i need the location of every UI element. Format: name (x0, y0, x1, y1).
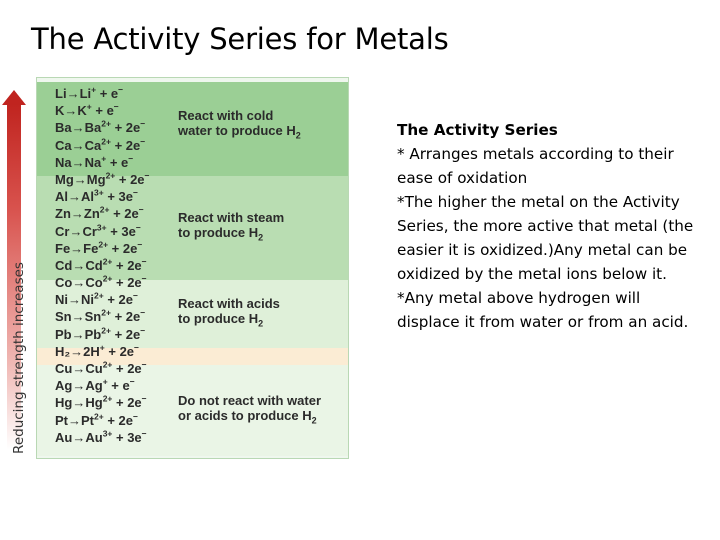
reaction-left: Ag (55, 378, 73, 394)
reaction-right: Pb (84, 326, 102, 342)
reaction-e-sup: − (141, 428, 147, 439)
reaction-right: Al (81, 189, 94, 205)
reaction-left: Co (55, 275, 73, 291)
reaction-left: Li (55, 86, 67, 101)
reaction-charge: 2+ (99, 204, 110, 215)
reaction-arrow: → (64, 103, 78, 119)
reaction-row (55, 291, 150, 308)
reaction-right: Co (85, 275, 103, 291)
activity-series-table (36, 77, 349, 459)
group-label-acids: React with acids to produce $H_2$ (178, 296, 280, 329)
reaction-arrow: → (72, 361, 86, 376)
reaction-charge: + (99, 342, 105, 353)
reaction-electrons: + e (91, 103, 114, 119)
reaction-charge: 2+ (98, 239, 109, 250)
reaction-left: Pt (55, 412, 68, 428)
reaction-e-sup: − (129, 376, 135, 387)
reaction-electrons: + 3e (103, 189, 133, 205)
reaction-left: Zn (55, 206, 71, 222)
reaction-right: Fe (83, 240, 99, 256)
reaction-row (55, 240, 150, 257)
reaction-electrons: + e (96, 86, 119, 101)
reaction-charge: + (101, 153, 107, 164)
reaction-electrons: + 2e (110, 120, 141, 136)
reaction-charge: + (102, 376, 108, 387)
reaction-row (55, 326, 150, 343)
reaction-list (55, 85, 150, 446)
reaction-right: Pt (81, 412, 94, 428)
reaction-arrow: → (71, 120, 85, 136)
reaction-electrons: + 2e (112, 395, 142, 411)
reaction-charge: 2+ (102, 394, 113, 405)
reaction-electrons: + 2e (110, 137, 141, 153)
reaction-arrow: → (72, 257, 86, 273)
reaction-arrow: → (66, 86, 80, 101)
reaction-row (55, 394, 150, 411)
reaction-e-sup: − (132, 187, 138, 198)
reaction-arrow: → (70, 206, 84, 222)
reaction-row (55, 308, 150, 325)
reaction-electrons: + 2e (104, 343, 135, 359)
reaction-arrow: → (72, 378, 86, 394)
reaction-e-sup: − (137, 239, 143, 250)
reaction-arrow: → (72, 429, 86, 445)
reaction-e-sup: − (134, 342, 140, 353)
reaction-e-sup: − (140, 325, 146, 336)
reaction-electrons: + 3e (112, 429, 142, 445)
arrow-up-icon (2, 90, 26, 105)
reaction-left: Cr (55, 223, 70, 239)
description-line: *The higher the metal on the Activity Series, the more active that metal (the easier it is oxidized.)Any metal can be oxidized by the metal ions below it. (397, 193, 694, 283)
description-line: *Any metal above hydrogen will displace it from water or from an acid. (397, 289, 689, 331)
reaction-left: Ca (55, 137, 72, 153)
reaction-left: K (55, 103, 65, 119)
reducing-strength-arrow (4, 90, 27, 454)
reaction-arrow: → (71, 154, 85, 170)
reaction-left: Ba (55, 120, 72, 136)
reaction-electrons: + 2e (112, 275, 142, 291)
reaction-e-sup: − (113, 101, 119, 112)
reaction-arrow: → (68, 189, 81, 205)
reaction-electrons: + 2e (103, 292, 133, 308)
reaction-right: Au (85, 429, 103, 445)
reaction-e-sup: − (138, 204, 144, 215)
reaction-charge: 2+ (101, 119, 111, 130)
reaction-arrow: → (70, 343, 84, 359)
reaction-left: Fe (55, 240, 71, 256)
reaction-row (55, 188, 150, 205)
reaction-arrow: → (71, 309, 85, 325)
reaction-row (55, 429, 150, 446)
reaction-charge: 2+ (102, 273, 113, 284)
reaction-e-sup: − (132, 411, 138, 422)
reaction-arrow: → (71, 137, 85, 153)
reaction-charge: + (91, 84, 97, 95)
reaction-row (55, 119, 150, 136)
reaction-electrons: + 2e (110, 326, 141, 342)
reaction-arrow: → (68, 292, 81, 308)
reaction-charge: 2+ (94, 290, 104, 301)
reaction-charge: 2+ (101, 325, 111, 336)
reaction-e-sup: − (141, 394, 147, 405)
reaction-e-sup: − (141, 273, 147, 284)
reaction-right: Ag (85, 378, 103, 394)
reaction-right: Na (84, 154, 102, 170)
reaction-left: Na (55, 154, 72, 170)
reaction-row (55, 360, 150, 377)
reaction-right: Sn (84, 309, 102, 325)
reaction-e-sup: − (140, 119, 146, 130)
reaction-row (55, 205, 150, 222)
reaction-charge: + (86, 101, 92, 112)
reaction-left: Cu (55, 361, 73, 376)
group-label-steam: React with steam to produce $H_2$ (178, 210, 285, 243)
reaction-row (55, 102, 150, 119)
reaction-arrow: → (72, 275, 86, 291)
reaction-e-sup: − (144, 170, 150, 181)
reaction-charge: 3+ (96, 222, 107, 233)
description-heading: The Activity Series (397, 121, 558, 139)
reaction-e-sup: − (128, 153, 134, 164)
reaction-arrow: → (71, 326, 85, 342)
reaction-left: Mg (55, 171, 74, 187)
reaction-electrons: + e (106, 154, 129, 170)
reaction-right: Ni (81, 292, 94, 308)
description-text (397, 118, 697, 334)
reaction-row (55, 274, 150, 291)
reaction-left: Hg (55, 395, 73, 411)
reaction-right: K (77, 103, 87, 119)
reaction-right: Hg (85, 395, 103, 411)
reaction-right: Cd (85, 257, 103, 273)
reaction-charge: 2+ (105, 170, 116, 181)
reaction-e-sup: − (118, 84, 124, 95)
reaction-electrons: + 2e (110, 309, 141, 325)
reaction-right: Cr (82, 223, 97, 239)
reaction-charge: 2+ (94, 411, 104, 422)
reaction-left: H₂ (55, 343, 71, 359)
reaction-electrons: + 2e (108, 240, 138, 256)
reaction-electrons: + 2e (109, 206, 139, 222)
reaction-right: 2H (83, 343, 100, 359)
reaction-electrons: + 2e (115, 171, 145, 187)
reaction-right: Zn (83, 206, 100, 222)
reaction-charge: 2+ (101, 308, 111, 319)
reaction-e-sup: − (141, 359, 147, 370)
reaction-e-sup: − (132, 290, 138, 301)
reaction-left: Au (55, 429, 73, 445)
reaction-row (55, 412, 150, 429)
reaction-e-sup: − (140, 308, 146, 319)
group-label-cold-water: React with cold water to produce $H_2$ (178, 108, 301, 141)
reaction-arrow: → (73, 171, 87, 187)
slide-title: The Activity Series for Metals (31, 22, 449, 56)
reaction-row (55, 171, 150, 188)
reaction-electrons: + 2e (103, 412, 133, 428)
reaction-row (55, 223, 150, 240)
reaction-electrons: + 3e (106, 223, 136, 239)
reaction-row (55, 137, 150, 154)
reaction-electrons: + 2e (112, 257, 142, 273)
reaction-right: Cu (85, 361, 103, 376)
arrow-label: Reducing strength increases (11, 262, 27, 454)
reaction-right: Ba (84, 120, 102, 136)
reaction-row (55, 257, 150, 274)
description-line: * Arranges metals according to their ease of oxidation (397, 145, 674, 187)
reaction-row (55, 377, 150, 394)
reaction-left: Cd (55, 257, 73, 273)
reaction-charge: 3+ (94, 187, 104, 198)
reaction-arrow: → (70, 240, 84, 256)
reaction-left: Pb (55, 326, 72, 342)
reaction-arrow: → (68, 412, 81, 428)
reaction-row (55, 343, 150, 360)
reaction-left: Ni (55, 292, 68, 308)
reaction-charge: 2+ (102, 256, 113, 267)
reaction-row (55, 154, 150, 171)
reaction-left: Al (55, 189, 68, 205)
reaction-e-sup: − (135, 222, 141, 233)
reaction-arrow: → (69, 223, 83, 239)
reaction-right: Ca (84, 137, 102, 153)
reaction-e-sup: − (141, 256, 147, 267)
reaction-charge: 2+ (101, 136, 111, 147)
reaction-electrons: + e (107, 378, 130, 394)
reaction-arrow: → (72, 395, 86, 411)
reaction-electrons: + 2e (112, 361, 142, 376)
reaction-right: Li (79, 86, 92, 101)
reaction-row (55, 85, 150, 102)
reaction-charge: 3+ (102, 428, 113, 439)
reaction-left: Sn (55, 309, 72, 325)
group-label-no-reaction: Do not react with water or acids to produce $H_2$ (178, 393, 322, 426)
reaction-e-sup: − (140, 136, 146, 147)
reaction-right: Mg (86, 171, 106, 187)
reaction-charge: 2+ (102, 359, 113, 370)
